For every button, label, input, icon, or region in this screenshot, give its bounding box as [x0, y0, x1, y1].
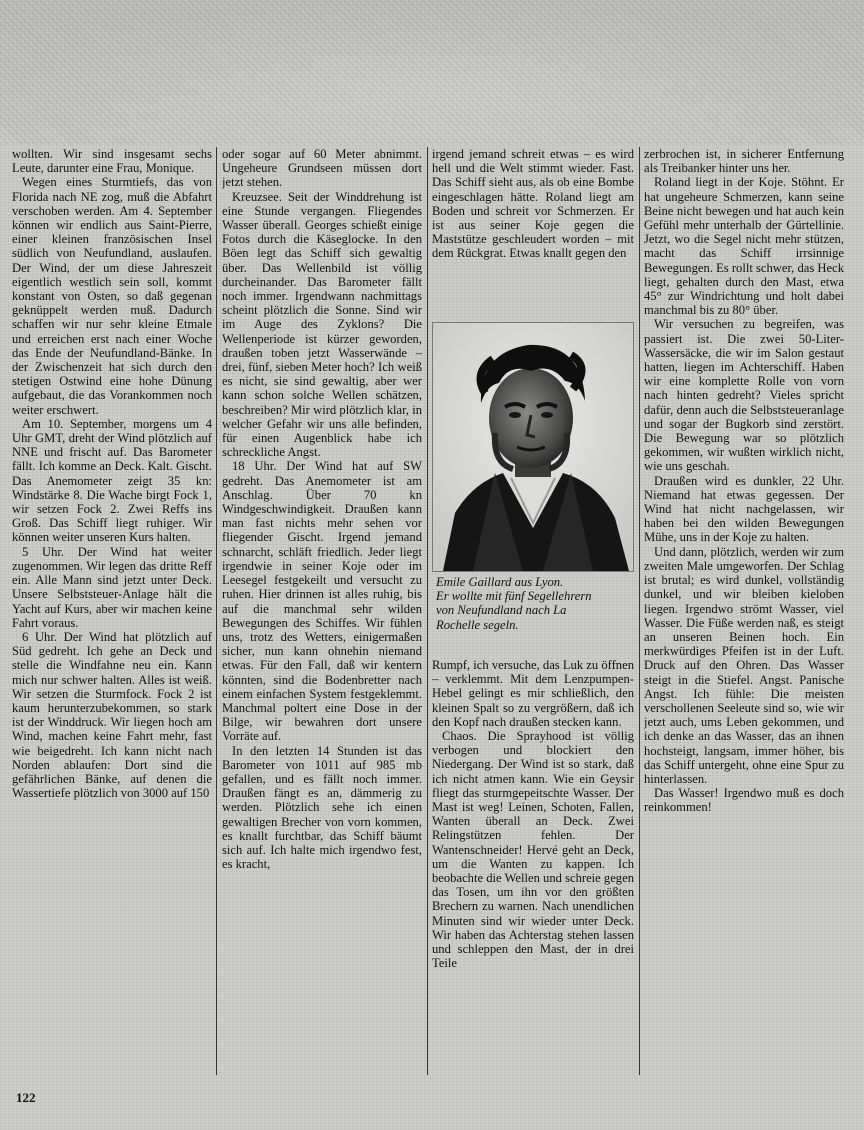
paragraph: Das Wasser! Irgendwo muß es doch reinkommen! [644, 786, 844, 815]
text-column-3-bottom [432, 658, 634, 1075]
paragraph: 5 Uhr. Der Wind hat weiter zugenommen. Wir legen das dritte Reff ein. Alle Mann sind jetzt unter Deck. Unsere Selbststeuer-Anlage hält die Yacht auf Kurs, aber wir machen keine Fahrt voraus. [12, 544, 212, 630]
column-rule [639, 147, 640, 1075]
paragraph: 6 Uhr. Der Wind hat plötzlich auf Süd gedreht. Ich gehe an Deck und stelle die Windfahne neu ein. Kann mich nur schwer halten. Alles ist weiß. Wir setzen die Sturmfock. Fock 2 ist kaum herunterzubekommen, so stark ist der Winddruck. Wir liegen hoch am Wind, machen keine Fahrt mehr, fast wie beigedreht. Ich kann nicht nach Norden ablaufen: Dort sind die gefährlichen Bänke, auf denen die Wassertiefe plötzlich von 3000 auf 150 [12, 629, 212, 801]
paragraph: 18 Uhr. Der Wind hat auf SW gedreht. Das Anemometer ist am Anschlag. Über 70 kn Windgeschwindigkeit. Draußen kann man fast nichts mehr sehen vor fliegender Gischt. Irgend jemand schnarcht, schläft friedlich. Jeder liegt irgendwie in seiner Koje oder im Leesegel festgekeilt und versucht zu ruhen. Hier drinnen ist alles ruhig, bis auf die manchmal sehr wilden Bewegungen des Schiffes. Wir fühlen uns, trotz des Wetters, einigermaßen sicher, nun kann ohnehin niemand etwas. Für den Fall, daß wir kentern könnten, sind die Bodenbretter nach einem einfachen System festgeklemmt. Manchmal poltert eine Dose in der Bilge, wir bewahren dort unsere Vorräte auf. [222, 459, 422, 744]
paragraph: In den letzten 14 Stunden ist das Barometer von 1011 auf 985 mb gefallen, und es fällt noch immer. Draußen fängt es an, dämmerig zu werden. Plötzlich sehe ich einen gewaltigen Brecher von vorn kommen, es knallt furchtbar, das Schiff bäumt sich auf. Ich halte mich irgendwo fest, es kracht, [222, 743, 422, 872]
text-column-3-top [432, 147, 634, 317]
text-column-2 [222, 147, 422, 1075]
caption-line: von Neufundland nach La [436, 603, 567, 618]
text-column-4 [644, 147, 844, 1077]
paragraph: Kreuzsee. Seit der Winddrehung ist eine Stunde vergangen. Fliegendes Wasser überall. Georges schießt einige Fotos durch die Käseglocke. In den Böen legt das Schiff sich gewaltig über. Das Wellenbild ist völlig durcheinander. Das Barometer fällt noch immer. Irgendwann nachmittags scheint plötzlich die Sonne. Sind wir im Auge des Zyklons? Die Wellenperiode ist kürzer geworden, draußen toben jetzt Wasserwände – drei, fünf, sieben Meter hoch? Ich weiß es nicht, sie sind gewaltig, aber wer kann schon solche Wellen schätzen, beschreiben? Mir wird plötzlich klar, in welcher Gefahr wir uns alle befinden, für einen Augenblick habe ich schreckliche Angst. [222, 189, 422, 460]
paragraph: Draußen wird es dunkler, 22 Uhr. Niemand hat etwas gegessen. Der Wind hat nicht nachgelassen, wir haben bei den wilden Bewegungen Mühe, uns in der Koje zu halten. [644, 473, 844, 545]
caption-line: Emile Gaillard aus Lyon. [436, 575, 564, 589]
paragraph: Am 10. September, morgens um 4 Uhr GMT, dreht der Wind plötzlich auf NNE und frischt auf. Das Barometer fällt. Ich komme an Deck. Kalt. Gischt. Das Anemometer zeigt 35 kn: Windstärke 8. Die Wache birgt Fock 1, wir setzen Fock 2. Zwei Reffs ins Groß. Das Schiff liegt ruhiger. Wir können weiter unseren Kurs halten. [12, 416, 212, 545]
paragraph: Roland liegt in der Koje. Stöhnt. Er hat ungeheure Schmerzen, kann seine Beine nicht bewegen und hat auch kein Gefühl mehr unterhalb der Gürtellinie. Jetzt, wo die Segel nicht mehr stützen, macht das Schiff irrsinnige Bewegungen. Es rollt schwer, das Heck liegt, gehalten durch den Mast, etwa 45° zur Windrichtung und holt dabei manchmal bis zu 80° über. [644, 175, 844, 318]
page-number: 122 [16, 1090, 36, 1105]
column-rule [216, 147, 217, 1075]
paragraph: Rumpf, ich versuche, das Luk zu öffnen – verklemmt. Mit dem Lenzpumpen-Hebel gelingt es mir schließlich, den kleinen Spalt so zu vergrößern, daß ich den Kopf nach draußen stecken kann. [432, 658, 634, 729]
paragraph: zerbrochen ist, in sicherer Entfernung als Treibanker hinter uns her. [644, 147, 844, 176]
paragraph: Wir versuchen zu begreifen, was passiert ist. Die zwei 50-Liter-Wassersäcke, die wir im Salon gestaut hatten, liegen im Achterschiff. Haben wir eine komplette Rolle von vorn nach hinten gedreht? Vieles spricht dafür, denn auch die Selbststeueranlage und sogar der Bugkorb sind zerstört. Die Bewegung war so plötzlich gekommen, wir wußten wirklich nicht, wie uns geschah. [644, 317, 844, 474]
top-margin [0, 0, 864, 145]
portrait-photo [432, 322, 634, 572]
text-column-1 [12, 147, 212, 1075]
portrait-photo-icon [433, 323, 633, 571]
paragraph: oder sogar auf 60 Meter abnimmt. Ungeheure Grundseen müssen dort jetzt stehen. [222, 147, 422, 190]
paragraph: wollten. Wir sind insgesamt sechs Leute, darunter eine Frau, Monique. [12, 147, 212, 176]
paragraph: Und dann, plötzlich, werden wir zum zweiten Male umgeworfen. Der Schlag ist brutal; es wird dunkel, vollständig dunkel, und wir bleiben kieloben liegen. Irgendwo strömt Wasser, viel Wasser. Die Füße werden naß, es steigt an unseren Beinen hoch. Ein merkwürdiges Pfeifen ist in der Luft. Druck auf den Ohren. Das Wasser steigt in die Stiefel. Angst. Panische Angst. Ich fühle: Die meisten verschollenen Seeleute sind so, wie wir jetzt auch, ums Leben gekommen, und ich denke an das Wasser, das an ihnen hochsteigt, langsam, immer höher, bis das Schiff untergeht, ohne eine Spur zu hinterlassen. [644, 544, 844, 786]
column-rule [427, 147, 428, 1075]
paragraph: irgend jemand schreit etwas – es wird hell und die Welt stimmt wieder. Fast. Das Schiff sieht aus, als ob eine Bombe eingeschlagen hätte. Roland liegt am Boden und schreit vor Schmerzen. Er ist aus seiner Koje gegen die Maststütze geschleudert worden – mit dem Rückgrat. Etwas knallt gegen den [432, 147, 634, 261]
paragraph: Wegen eines Sturmtiefs, das von Florida nach NE zog, muß die Abfahrt verschoben werden. Am 4. September können wir endlich aus Saint-Pierre, einer kleinen französischen Insel südlich von Neufundland, auslaufen. Der Wind, der um diese Jahreszeit eigentlich westlich sein soll, kommt konstant von Osten, so daß gegenan geknüppelt werden muß. Dadurch schaffen wir nur sehr kleine Etmale und erreichen erst nach einer Woche das Ende der Neufundland-Bänke. In der Zwischenzeit hat sich durch den stetigen Ostwind eine hohe Dünung aufgebaut, die das Vorankommen noch weiter erschwert. [12, 175, 212, 417]
photo-caption [436, 575, 636, 632]
caption-line: Rochelle segeln. [436, 617, 519, 632]
paragraph: Chaos. Die Sprayhood ist völlig verbogen und blockiert den Niedergang. Der Wind ist so stark, daß ich nicht atmen kann. Wie ein Geysir fliegt das sturmgepeitschte Wasser. Der Mast ist weg! Leinen, Schoten, Fallen, Wanten überall an Deck. Zwei Relingstützen fehlen. Der Wantenschneider! Hervé geht an Deck, um die Wanten zu kappen. Ich beobachte die Wellen und schreie gegen das Tosen, um ihn vor den größten Brechern zu warnen. Nach unendlichen Minuten sind wir wieder unter Deck. Wir haben das Achterstag stehen lassen und schleppen den Mast, der in drei Teile [432, 729, 634, 971]
caption-line: Er wollte mit fünf Segellehrern [436, 589, 592, 604]
